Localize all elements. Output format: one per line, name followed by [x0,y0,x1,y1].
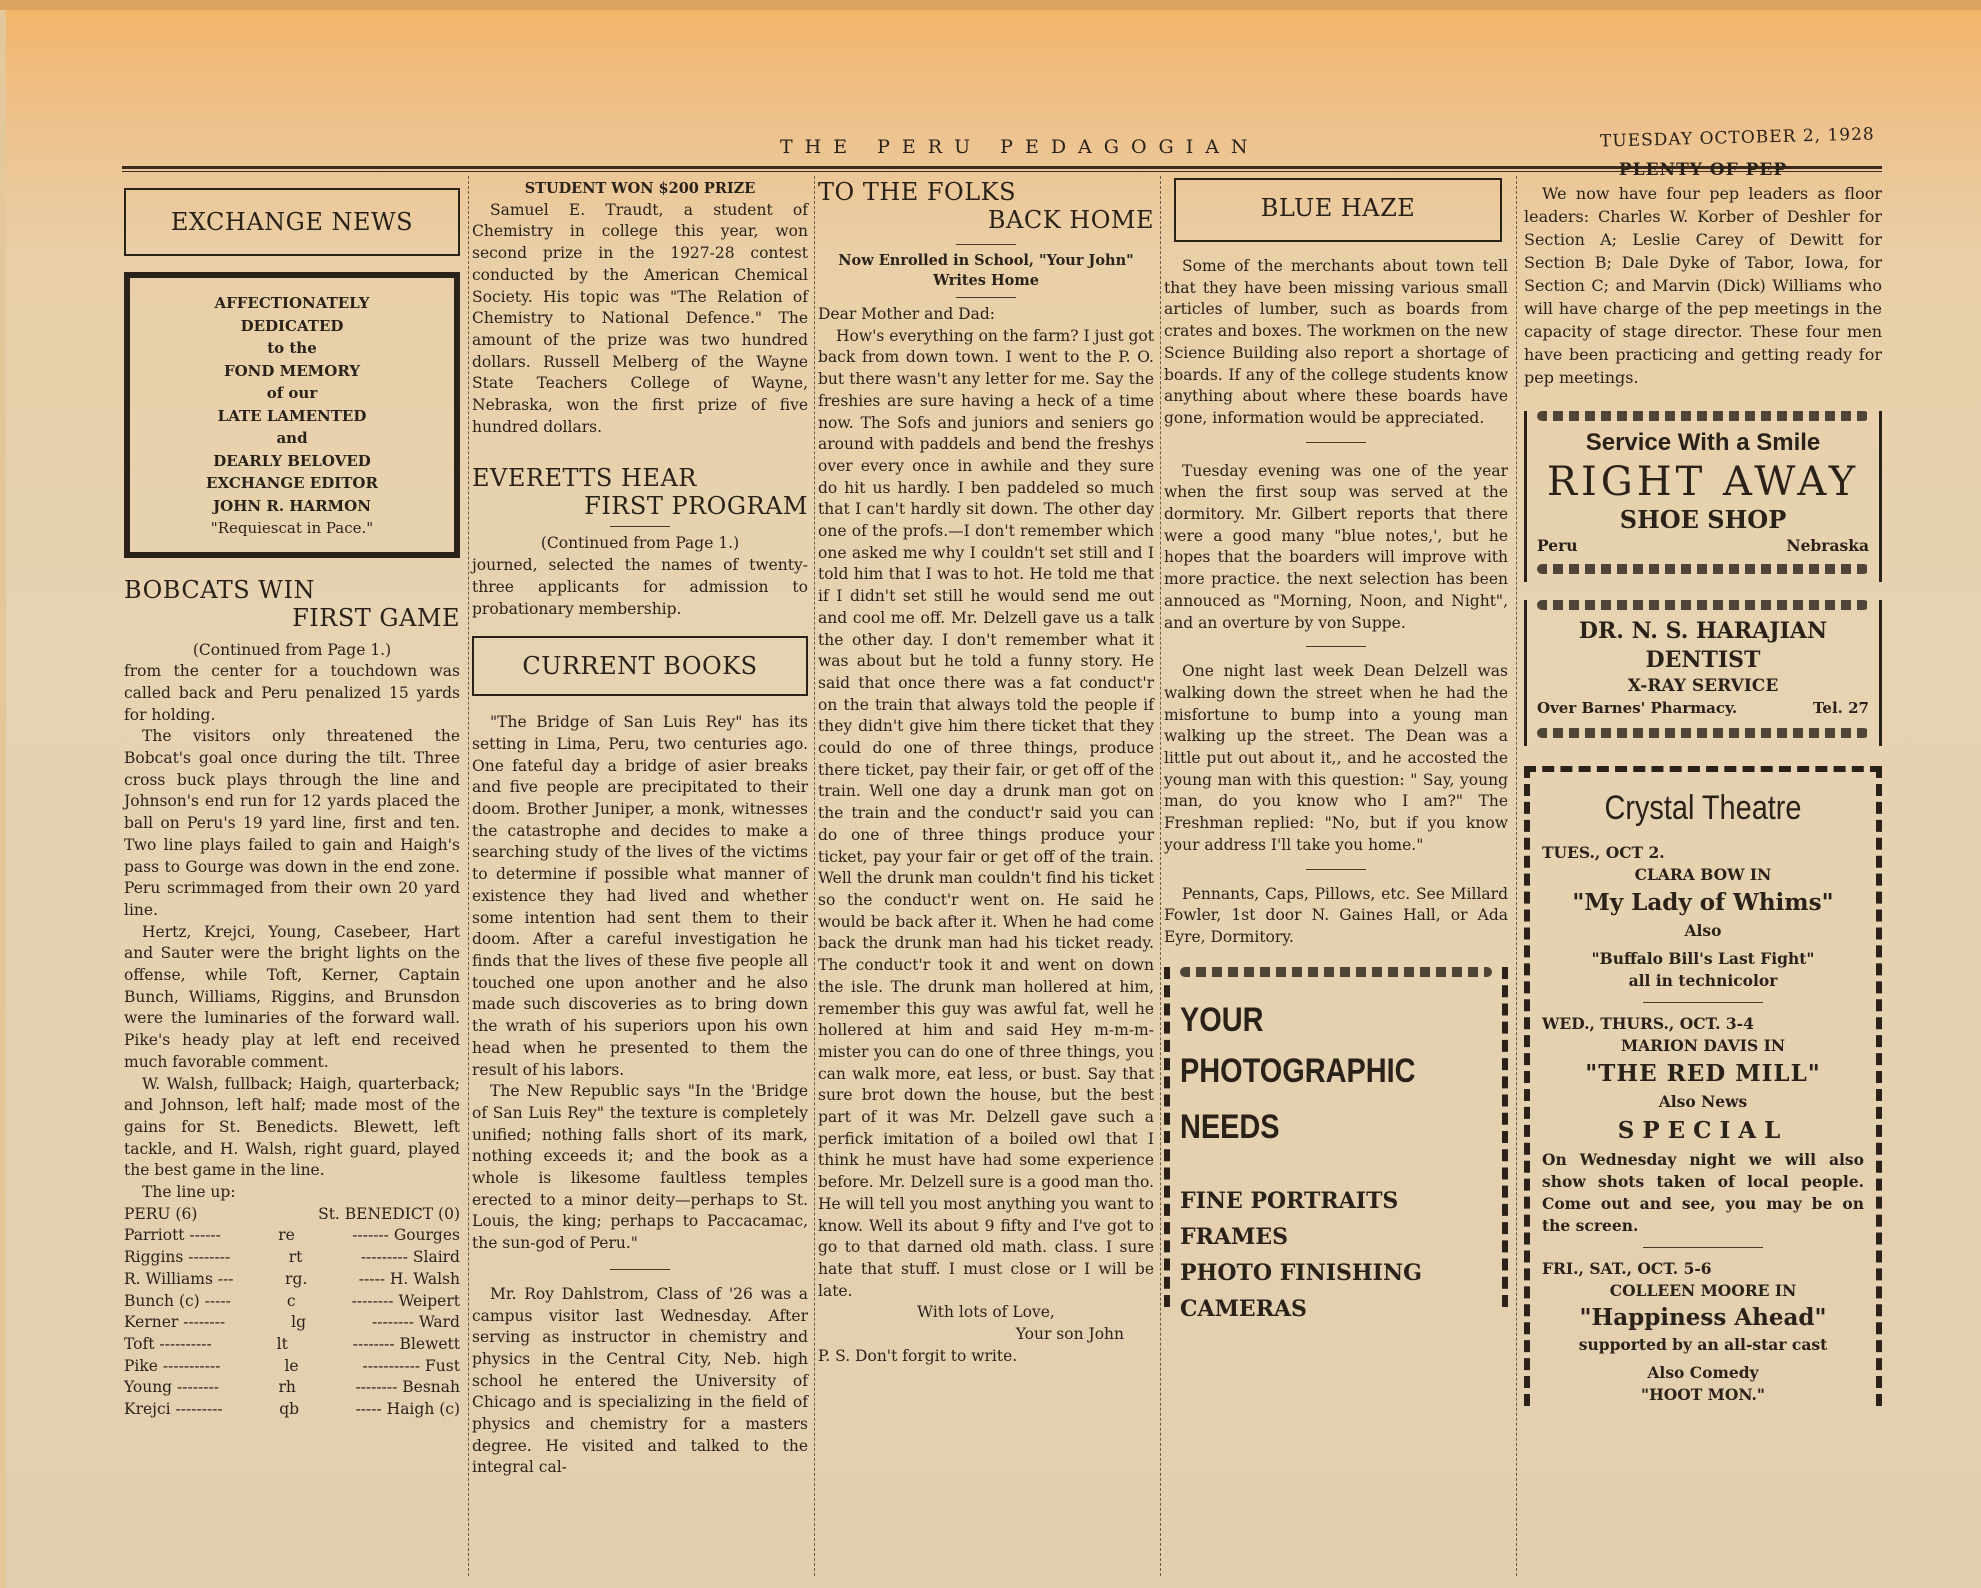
column-2 [472,178,808,1479]
memorial-line: to the [267,339,317,357]
lineup-row [124,1247,460,1269]
lineup-pos: rh [278,1378,296,1397]
column-3 [818,178,1154,1367]
lineup-left: Toft ---------- [124,1335,212,1353]
lineup-pos: rg. [285,1269,308,1288]
memorial-line: "Requiescat in Pace." [210,519,374,537]
lineup-title: The line up: [142,1183,236,1202]
dentist-ad-right: Tel. 27 [1812,699,1869,718]
prize-headline: STUDENT WON $200 PRIZE [524,180,756,197]
memorial-line: AFFECTIONATELY [214,294,370,312]
lineup-pos: re [278,1226,295,1245]
lineup-right: ----- Haigh (c) [355,1400,460,1419]
memorial-line: DEDICATED [240,316,344,335]
divider [1306,646,1366,647]
dentist-ad-location [1537,698,1869,720]
books-paragraph: "The Bridge of San Luis Rey" has its setting in Lima, Peru, two centuries ago. One fateful day a bridge of asier breaks and five people are precipitated to their doom. Brother Juniper, a monk, witnesses the catastrophe and decides to make a searching study of the lives of the victims to determine if possible what manner of existence they had lived and whether some intention had sent them to their doom. After a careful investigation he finds that the lives of these five people all touched one upon another and he also made such discoveries as to bring down the wrath of his superiors upon his own head when he presented to them the result of his labors. [472,713,808,1079]
lineup-right: -------- Blewett [352,1335,460,1353]
shoe-shop-ad [1524,411,1882,583]
theatre-also: Also [1684,921,1722,941]
theatre-date: WED., THURS., OCT. 3-4 [1542,1014,1754,1034]
memorial-line: FOND MEMORY [223,361,361,380]
lineup-pos: rt [288,1248,303,1267]
theatre-also: Also News [1658,1092,1748,1112]
theatre-note: all in technicolor [1628,971,1778,991]
lineup-row [124,1399,460,1421]
exchange-news-title: EXCHANGE NEWS [170,208,414,236]
theatre-film: "My Lady of Whims" [1572,889,1834,917]
dentist-ad-line: DENTIST [1645,647,1761,674]
lineup-pos: c [286,1291,296,1310]
masthead-date: TUESDAY OCTOBER 2, 1928 [1599,124,1875,152]
letter-body: How's everything on the farm? I just got back from down town. I went to the P. O. but there wasn't any letter for me. Say the freshies are sure having a heck of a time now. The Sofs and juniors and seniers go around with paddels and bend the freshys over every once in awhile and they sure do hit us hardly. I ben paddeled so much that I can't hardly sit down. The other day one of the profs.—I don't remember which one asked me why I couldn't set still and I told him that I was to hot. He told me that if I didn't set still he would send me out and cool me off. Mr. Delzell gave us a talk the other day. I don't remember what it was about but he told a funny story. He said that once there was a fat conduct'r on the train that always told the people if they didn't give him there ticket that they could do one of three things, produce there ticket, pay their fair, or get off of the train. Well one day a drunk man got on the train and the conduct'r said you can do one of three things produce your ticket, pay your fair or get off of the train. Well the drunk man couldn't find his ticket so the conduct'r went on. He said he would be back after it. When he had come back the drunk man had his ticket ready. The conduct'r took it and went on down the isle. The drunk man hollered at him, remember this guy was awful fat, well he hollered at him and said Hey m-m-m-mister you can do one of three things, you can walk more, eat less, or bust. Say that sure brot down the house, but the best part of it was Mr. Delzell gave such a perfick imitation of a boiled owl that I think he must have had some experience before. Mr. Delzell sure is a good man tho. He will tell you most anything you want to know. Well its about 9 fifty and I've got to go to that darned old math. class. I sure hate that stuff. I must close or I will be late. [818,326,1154,1300]
ad-border-ornament [1537,728,1869,738]
shoe-ad-name: RIGHT AWAY [1546,458,1860,505]
lineup-right: ----------- Fust [362,1356,460,1375]
bobcats-headline-2: FIRST GAME [292,603,460,632]
bobcats-headline-1: BOBCATS WIN [124,575,315,604]
letter-ps: P. S. Don't forgit to write. [818,1346,1018,1365]
lineup-header [124,1204,460,1226]
lineup-row [124,1291,460,1313]
memorial-line: of our [266,384,318,402]
theatre-date: FRI., SAT., OCT. 5-6 [1542,1259,1712,1279]
photo-ad-item: CAMERAS [1180,1295,1307,1322]
memorial-line: JOHN R. HARMON [213,496,371,515]
page-top-edge [0,0,1981,10]
divider [1306,869,1366,870]
column-divider [468,176,469,1576]
pep-headline: PLENTY OF PEP [1618,160,1788,180]
letter-signature: Your son John [1015,1325,1124,1344]
lineup-right: ----- H. Walsh [358,1269,460,1288]
shoe-ad-line: SHOE SHOP [1619,504,1787,534]
letter-closing: With lots of Love, [917,1303,1055,1322]
memorial-box [124,272,460,558]
lineup-pos: le [284,1356,299,1375]
photo-ad-line: NEEDS [1180,1107,1280,1146]
lineup-pos: lg [291,1313,307,1332]
theatre-star: MARION DAVIS IN [1620,1036,1785,1056]
lineup-row [124,1225,460,1247]
books-paragraph: The New Republic says "In the 'Bridge of San Luis Rey" the texture is completely unified; nothing falls short of its mark, nothing exceeds it; and the book as a whole is likesome faultless temples erected to a minor deity—perhaps to St. Louis, the king; perhaps to Paccacamac, the sun-god of Peru." [472,1082,808,1253]
story-paragraph: W. Walsh, fullback; Haigh, quarterback; and Johnson, left half; made most of the gains for St. Benedicts. Blewett, left tackle, and H. Walsh, right guard, played the best game in the line. [124,1074,460,1180]
lineup-left: Young -------- [124,1378,219,1397]
theatre-support: supported by an all-star cast [1578,1335,1828,1355]
exchange-news-box [124,188,460,256]
blue-haze-title: BLUE HAZE [1260,194,1416,222]
lineup-left: Kerner -------- [124,1313,226,1332]
theatre-special-text: On Wednesday night we will also show shots taken of local people. Come out and see, you may be on the screen. [1542,1150,1864,1236]
lineup-left: R. Williams --- [124,1269,234,1288]
ad-border-ornament [1537,600,1869,610]
shoe-ad-right: Nebraska [1786,535,1869,555]
dentist-ad-left: Over Barnes' Pharmacy. [1537,699,1738,718]
blue-haze-box [1174,178,1502,242]
everetts-headline-2: FIRST PROGRAM [584,492,808,521]
lineup-right: -------- Besnah [355,1378,460,1397]
theatre-star: CLARA BOW IN [1634,865,1772,885]
divider [956,244,1016,245]
memorial-line: DEARLY BELOVED [213,451,371,470]
everetts-story: journed, selected the names of twenty-three applicants for admission to probationary membership. [472,556,808,618]
lineup-row [124,1312,460,1334]
lineup-left: Bunch (c) ----- [124,1291,231,1310]
photo-ad-item: FRAMES [1180,1223,1288,1250]
dentist-ad [1524,600,1882,746]
memorial-line: LATE LAMENTED [217,406,367,425]
lineup-row [124,1356,460,1378]
photo-ad-item: FINE PORTRAITS [1180,1187,1399,1214]
ad-border-ornament [1537,564,1869,574]
pep-story: We now have four pep leaders as floor leaders: Charles W. Korber of Deshler for Section A; Leslie Carey of Dewitt for Section B; Dale Dyke of Tabor, Iowa, for Section C; and Marvin (Dick) Williams who will have charge of the pep meetings in the capacity of stage director. These four men have been practicing and getting ready for pep meetings. [1524,183,1882,387]
folks-subhead: Now Enrolled in School, "Your John" Writes Home [838,252,1134,289]
photo-ad-item: PHOTO FINISHING [1180,1259,1422,1286]
column-divider [1516,176,1517,1576]
everetts-headline-1: EVERETTS HEAR [472,464,697,493]
blue-haze-paragraph: Tuesday evening was one of the year when the first soup was served at the dormitory. Mr. Gilbert reports that there were a good many "blue notes,', but he hopes that the boarders will improve with more practice. the next selection has been annouced as "Morning, Noon, and Night", and an overture by von Suppe. [1164,461,1508,632]
theatre-film: "Happiness Ahead" [1579,1304,1827,1332]
lineup-right: -------- Ward [372,1313,460,1332]
divider [1643,1002,1763,1003]
story-paragraph: Hertz, Krejci, Young, Casebeer, Hart and Sauter were the bright lights on the offense, while Toft, Kerner, Captain Bunch, Williams, Riggins, and Brunsdon were the luminaries of the forward wall. Pike's heady play at left end received much favorable comment. [124,922,460,1071]
theatre-title: Crystal Theatre [1604,789,1802,828]
photo-ad [1164,967,1508,1322]
column-5 [1524,160,1882,1406]
lineup-team-left: PERU (6) [124,1204,198,1223]
column-divider [1160,176,1161,1576]
lineup-right: -------- Weipert [351,1291,460,1310]
ad-border-ornament [1537,411,1869,421]
continued-note: (Continued from Page 1.) [540,534,740,553]
memorial-line: and [276,429,308,447]
story-paragraph: from the center for a touchdown was called back and Peru penalized 15 yards for holding. [124,662,460,724]
lineup-right: ------- Gourges [352,1226,460,1245]
lineup-left: Pike ----------- [124,1356,221,1375]
theatre-also: Also Comedy [1647,1363,1759,1383]
theatre-second-film: "Buffalo Bill's Last Fight" [1591,949,1815,969]
theatre-comedy: "HOOT MON." [1641,1385,1765,1405]
dentist-ad-name: DR. N. S. HARAJIAN [1578,618,1828,645]
lineup-pos: lt [276,1335,288,1353]
column-divider [814,176,815,1576]
lineup-left: Krejci --------- [124,1400,223,1419]
lineup-row [124,1334,460,1356]
photo-ad-line: YOUR [1180,1000,1264,1039]
folks-headline-1: TO THE FOLKS [818,178,1017,206]
letter-salutation: Dear Mother and Dad: [818,305,995,323]
lineup-table [124,1204,460,1421]
blue-haze-paragraph: Pennants, Caps, Pillows, etc. See Millard Fowler, 1st door N. Gaines Hall, or Ada Eyre, Dormitory. [1164,884,1508,946]
column-4 [1164,178,1508,1322]
lineup-pos: qb [279,1400,300,1419]
divider [610,1269,670,1270]
dentist-ad-line: X-RAY SERVICE [1627,676,1779,697]
divider [610,526,670,527]
shoe-ad-location [1537,535,1869,557]
lineup-team-right: St. BENEDICT (0) [318,1204,460,1223]
shoe-ad-line: Service With a Smile [1585,428,1821,456]
masthead [0,124,1981,158]
lineup-row [124,1377,460,1399]
folks-headline-2: BACK HOME [987,206,1154,234]
lineup-left: Riggins -------- [124,1248,231,1267]
continued-note: (Continued from Page 1.) [192,640,392,659]
ad-border-ornament [1180,967,1492,977]
divider [956,297,1016,298]
blue-haze-paragraph: One night last week Dean Delzell was walking down the street when he had the misfortune to bump into a young man walking up the street. The Dean was a little put out about it,, and he accosted the young man with this question: " Say, young man, do you know who I am?" The Freshman replied: "No, but if you know your address I'll take you home." [1164,662,1508,854]
blue-haze-paragraph: Some of the merchants about town tell that they have been missing various small articles of lumber, such as boards from crates and boxes. The workmen on the new Science Building also report a shortage of boards. If any of the college students know anything about where these boards have gone, information would be appreciated. [1164,257,1508,427]
photo-ad-line: PHOTOGRAPHIC [1180,1051,1416,1090]
shoe-ad-left: Peru [1537,535,1578,555]
divider [1306,442,1366,443]
lineup-left: Parriott ------ [124,1226,221,1245]
crystal-theatre-ad [1524,766,1882,1406]
divider [1643,1247,1763,1248]
dahlstrom-story: Mr. Roy Dahlstrom, Class of '26 was a campus visitor last Wednesday. After serving as instructor in chemistry and physics in the Central City, Neb. high school he entered the University of Chicago and is specializing in the field of physics and chemistry for a masters degree. He visited and talked to the integral cal- [472,1284,808,1477]
masthead-title: THE PERU PEDAGOGIAN [780,136,1260,158]
lineup-row [124,1269,460,1291]
prize-story: Samuel E. Traudt, a student of Chemistry in college this year, won second prize in the 1927-28 contest conducted by the American Chemical Society. His topic was "The Relation of Chemistry to National Defence." The amount of the prize was two hundred dollars. Russell Melberg of the Wayne State Teachers College of Wayne, Nebraska, won the first prize of five hundred dollars. [472,200,808,436]
lineup-right: --------- Slaird [360,1248,460,1267]
story-paragraph: The visitors only threatened the Bobcat's goal once during the tilt. Three cross buck plays through the line and Johnson's end run for 12 yards placed the ball on Peru's 19 yard line, first and ten. Two line plays failed to gain and Haigh's pass to Gourge was down in the end zone. Peru scrimmaged from their own 20 yard line. [124,727,460,919]
current-books-box [472,636,808,696]
theatre-film: "THE RED MILL" [1585,1060,1821,1088]
theatre-special: SPECIAL [1617,1117,1789,1145]
theatre-date: TUES., OCT 2. [1542,843,1665,863]
memorial-line: EXCHANGE EDITOR [206,474,378,492]
current-books-title: CURRENT BOOKS [522,652,758,681]
column-1 [124,178,460,1421]
theatre-star: COLLEEN MOORE IN [1609,1281,1797,1301]
